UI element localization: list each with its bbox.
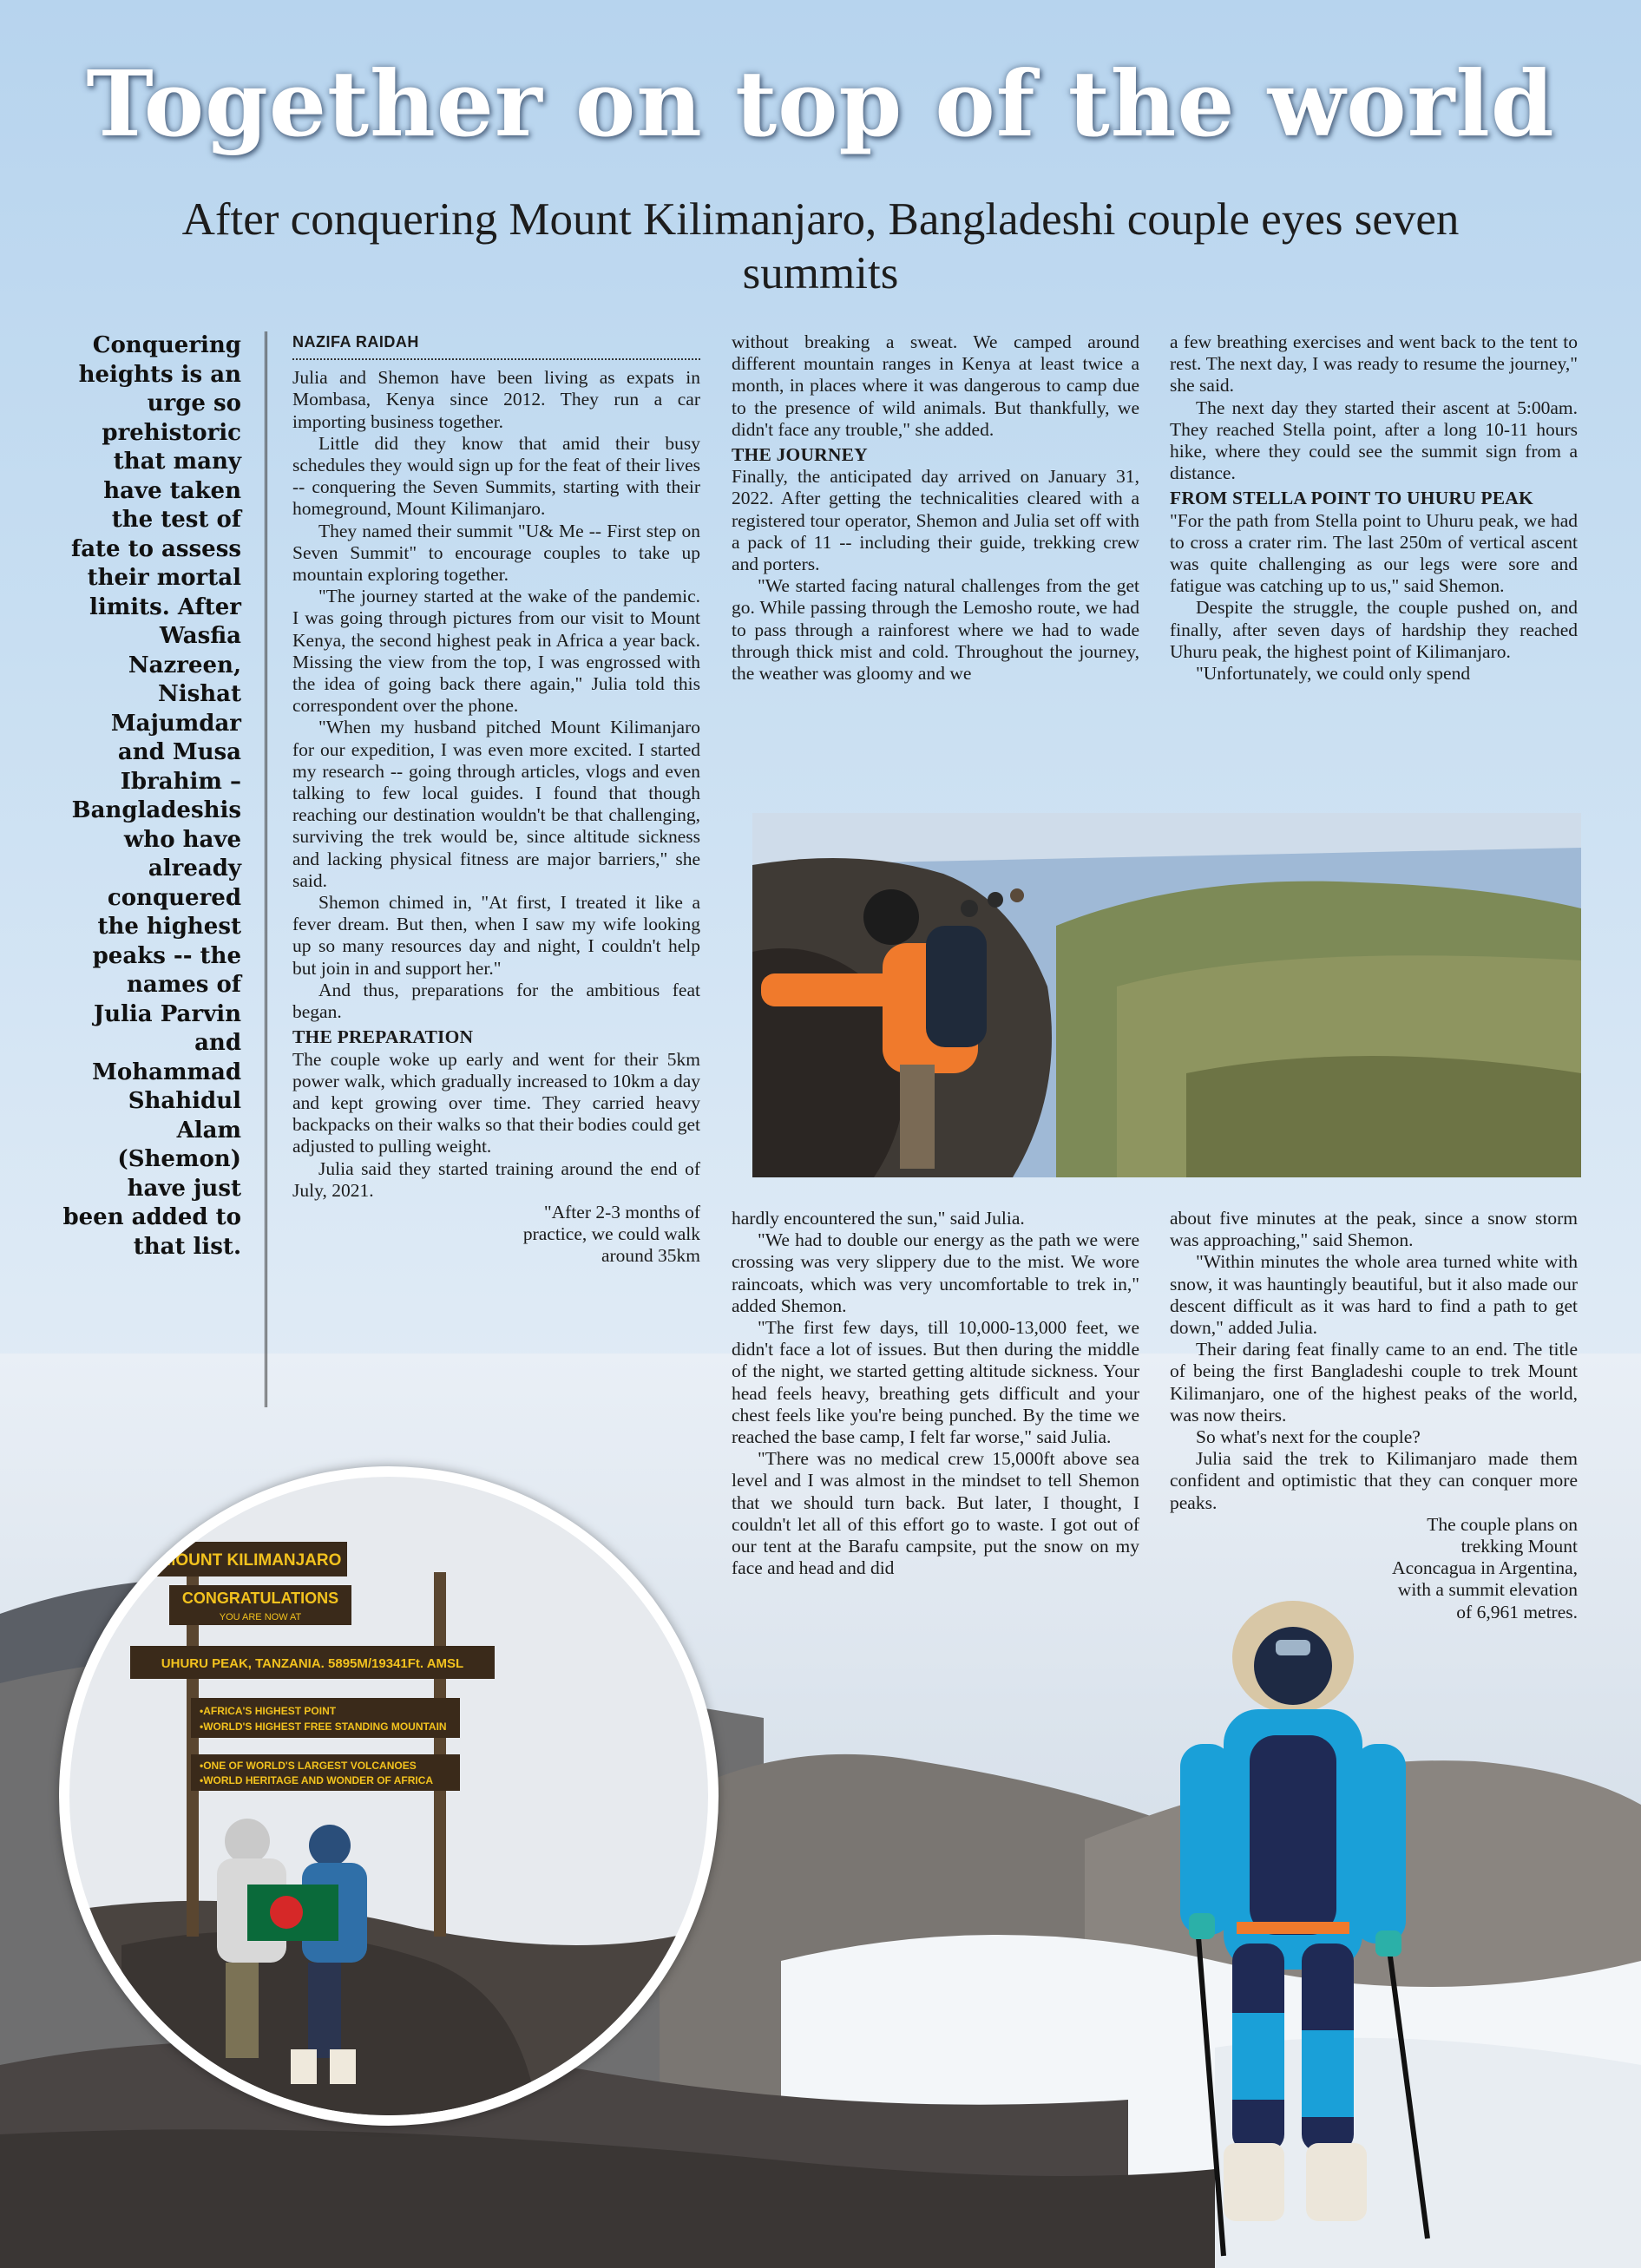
paragraph: Julia said they started training around the end of July, 2021. — [292, 1157, 700, 1201]
hiker-photo — [1128, 1579, 1458, 2265]
paragraph: "There was no medical crew 15,000ft above sea level and I was almost in the mindset to tell Shemon that we should turn back. But later, I thought, I couldn't let all of this effort go to waste. I got out of our tent at the Barafu campsite, put the snow on my face and head and did — [732, 1448, 1139, 1579]
paragraph: "For the path from Stella point to Uhuru peak, we had to cross a crater rim. The last 250m of vertical ascent was quite challenging as our legs were sore and fatigue was catching up to us," said Shemon. — [1170, 509, 1578, 597]
sign-line-7: •ONE OF WORLD'S LARGEST VOLCANOES — [200, 1760, 417, 1772]
byline: NAZIFA RAIDAH — [292, 331, 700, 360]
paragraph: Their daring feat finally came to an end. The title of being the first Bangladeshi couple to trek Mount Kilimanjaro, one of the highest peaks of the world, was now theirs. — [1170, 1339, 1578, 1426]
sign-line-6: •WORLD'S HIGHEST FREE STANDING MOUNTAIN — [200, 1721, 447, 1733]
paragraph: about five minutes at the peak, since a snow storm was approaching," said Shemon. — [1170, 1208, 1578, 1251]
pull-quote: Conquering heights is an urge so prehistoric that many have taken the test of fate to assess their mortal limits. After Wasfia Nazreen, Nishat Majumdar and Musa Ibrahim – Bangladeshis who have already conquered the highest peaks -- the names of Julia Parvin and Mohammad Shahidul Alam (Shemon) have just been added to that list. — [62, 332, 241, 1260]
sign-line-2: CONGRATULATIONS — [181, 1590, 339, 1607]
section-heading: THE JOURNEY — [732, 444, 868, 466]
summit-photo-graphic — [69, 1477, 708, 2115]
paragraph: Shemon chimed in, "At first, I treated it like a fever dream. But then, when I saw my wife looking up so many resources day and night, I couldn't help but join in and support her." — [292, 892, 700, 979]
summit-photo — [69, 1477, 708, 2115]
paragraph: "When my husband pitched Mount Kilimanjaro for our expedition, I was even more excited. I started my research -- going through articles, vlogs and even talking to few local guides. I found that though reaching our destination wouldn't be that challenging, surviving the trek would be, since altitude sickness and lacking physical fitness are major barriers," she said. — [292, 717, 700, 891]
paragraph: They named their summit "U& Me -- First step on Seven Summit" to encourage couples to take up mountain exploring together. — [292, 520, 700, 586]
paragraph: The couple plans on trekking Mount Aconcagua in Argentina, with a summit elevation of 6,961 metres. — [1392, 1513, 1578, 1622]
sign-line-8: •WORLD HERITAGE AND WONDER OF AFRICA — [200, 1774, 434, 1786]
paragraph: And thus, preparations for the ambitious feat began. — [292, 979, 700, 1023]
paragraph: The next day they started their ascent at 5:00am. They reached Stella point, after a long 10-11 hours hike, where they could see the summit sign from a distance. — [1170, 397, 1578, 484]
paragraph: "Within minutes the whole area turned white with snow, it was hauntingly beautiful, but it also made our descent difficult as it was hard to find a path to get down," added Julia. — [1170, 1251, 1578, 1339]
paragraph: a few breathing exercises and went back to the tent to rest. The next day, I was ready to resume the journey," she said. — [1170, 331, 1578, 397]
paragraph: So what's next for the couple? — [1196, 1426, 1421, 1448]
section-heading: FROM STELLA POINT TO UHURU PEAK — [1170, 488, 1533, 509]
paragraph: "Unfortunately, we could only spend — [1196, 663, 1471, 685]
paragraph: Julia said the trek to Kilimanjaro made them confident and optimistic that they can conquer more peaks. — [1170, 1448, 1578, 1513]
article-column-3-top — [1170, 331, 1578, 685]
article-column-2-top — [732, 331, 1139, 685]
sign-line-1: MOUNT KILIMANJARO — [161, 1551, 342, 1570]
paragraph: without breaking a sweat. We camped around different mountain ranges in Kenya at least twice a month, in places where it was dangerous to camp due to the presence of wild animals. But thankfully, we didn't face any trouble," she added. — [732, 331, 1139, 440]
paragraph: "The journey started at the wake of the pandemic. I was going through pictures from our visit to Mount Kenya, the second highest peak in Africa a year back. Missing the view from the top, I was engrossed with the idea of going back there again," Julia told this correspondent over the phone. — [292, 586, 700, 717]
trek-photo — [752, 813, 1581, 1177]
headline: Together on top of the world — [86, 50, 1555, 157]
paragraph: The couple woke up early and went for their 5km power walk, which gradually increased to 10km a day and kept growing over time. They carried heavy backpacks on their walks so that their bodies could get adjusted to pulling weight. — [292, 1048, 700, 1157]
paragraph: hardly encountered the sun," said Julia. — [732, 1208, 1025, 1229]
article-column-3-bottom — [1170, 1208, 1578, 1623]
paragraph: Despite the struggle, the couple pushed on, and finally, after seven days of hardship they reached Uhuru peak, the highest point of Kilimanjaro. — [1170, 597, 1578, 662]
paragraph: "We had to double our energy as the path we were crossing was very slippery due to the mist. We wore raincoats, which was very uncomfortable to trek in," added Shemon. — [732, 1229, 1139, 1316]
section-heading: THE PREPARATION — [292, 1026, 474, 1048]
paragraph: "After 2-3 months of practice, we could walk around 35km — [522, 1201, 700, 1267]
sign-line-3: YOU ARE NOW AT — [219, 1612, 302, 1622]
paragraph: "We started facing natural challenges from the get go. While passing through the Lemosho route, we had to pass through a rainforest where we had to wade through thick mist and cold. Throughout the journey, the weather was gloomy and we — [732, 575, 1139, 685]
column-divider — [265, 331, 267, 1407]
sign-line-5: •AFRICA'S HIGHEST POINT — [200, 1705, 337, 1717]
sign-line-4: UHURU PEAK, TANZANIA. 5895M/19341Ft. AMSL — [161, 1656, 464, 1671]
subheadline: After conquering Mount Kilimanjaro, Bangladeshi couple eyes seven summits — [181, 194, 1460, 298]
paragraph: Finally, the anticipated day arrived on January 31, 2022. After getting the technicalities cleared with a registered tour operator, Shemon and Julia set off with a pack of 11 -- including their guide, trekking crew and porters. — [732, 466, 1139, 575]
article-column-2-bottom — [732, 1208, 1139, 1579]
paragraph: Julia and Shemon have been living as expats in Mombasa, Kenya since 2012. They run a car importing business together. — [292, 367, 700, 432]
paragraph: "The first few days, till 10,000-13,000 feet, we didn't face a lot of issues. But then during the middle of the night, we started getting altitude sickness. Your head feels heavy, breathing gets difficult and your chest feels like you're being punched. By the time we reached the base camp, I felt far worse," said Julia. — [732, 1317, 1139, 1448]
summit-photo-circle — [59, 1466, 719, 2126]
paragraph: Little did they know that amid their busy schedules they would sign up for the feat of their lives -- conquering the Seven Summits, starting with their homeground, Mount Kilimanjaro. — [292, 432, 700, 520]
article-column-1 — [292, 331, 700, 1268]
